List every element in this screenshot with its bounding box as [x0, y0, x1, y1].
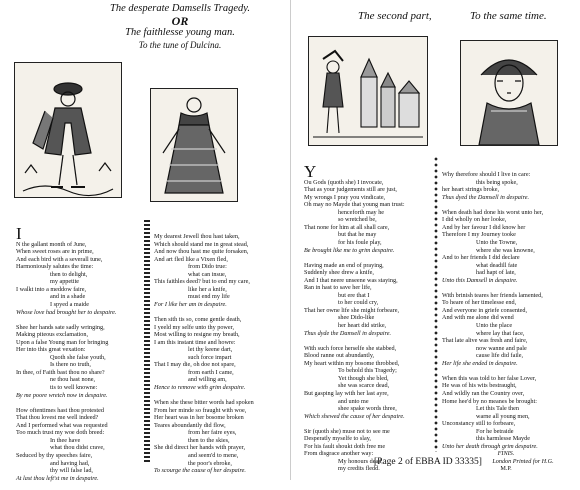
drop-cap-right: Y	[304, 161, 317, 181]
verse-line: Is there no truth,	[50, 361, 91, 369]
lady-illustration	[151, 89, 237, 201]
verse-line: warne all young men,	[476, 412, 530, 420]
verse-line: Quoth she false youth,	[50, 353, 106, 361]
page-gutter	[290, 0, 291, 480]
verse-line	[304, 420, 430, 428]
verse-line: and unto me	[338, 397, 369, 405]
verse-line: That as your judgements still are just,	[304, 186, 397, 194]
verse-line: and seem'd to mene,	[188, 451, 239, 459]
verse-line: When she these bitter words had spoken	[154, 399, 254, 407]
verse-line: Her life she ended in despaire.	[442, 359, 518, 367]
verse-line: her heart strings broke,	[442, 186, 500, 194]
verse-line: what can insue,	[188, 270, 227, 278]
verse-line: my appetite	[50, 278, 80, 286]
verse-line: ne thou hast none,	[50, 376, 96, 384]
verse-line: Harmoniously salutes the time:	[16, 263, 94, 271]
verse-line: cause life did faile,	[476, 352, 524, 360]
verse-line: I am this instant time and howre:	[154, 338, 236, 346]
verse-line: Unto the Towne,	[476, 239, 518, 247]
ballad-title-or: OR	[171, 14, 189, 28]
verse-line: then to the skies,	[188, 436, 230, 444]
verse-line: what thou didst crave,	[50, 444, 105, 452]
verse-line: let thy keene dart,	[188, 346, 233, 354]
verse-line: the poor's ebroke,	[188, 459, 232, 467]
verse-line: From her minde so fraught with woe,	[154, 406, 247, 414]
ballad-subtitle: The faithlesse young man.	[125, 27, 235, 38]
verse-line: My wrongs I pray you vindicate,	[304, 193, 386, 201]
town-figure-illustration	[309, 37, 427, 145]
verse-line: what deadill fate	[476, 261, 518, 269]
verse-line: Be brought like me to grim despaire.	[304, 246, 395, 254]
verse-line: And now thou hast me quite forsaken,	[154, 248, 249, 256]
verse-line: from Dido true:	[188, 263, 227, 271]
verse-line: Seduced by thy speeches faire,	[16, 451, 93, 459]
verse-line: M.P.	[500, 465, 512, 473]
verse-line: Unto this Damsell in despaire.	[442, 276, 518, 284]
woodcut-woman-portrait	[460, 40, 558, 146]
woodcut-lady	[150, 88, 238, 202]
verse-line: That none for him at all shall care,	[304, 223, 390, 231]
verse-line: With brinish teares her friends lamented,	[442, 291, 543, 299]
verse-line: I spyed a maide	[50, 301, 90, 309]
verse-line: shee Dido-like	[338, 314, 375, 322]
verse-line: my credits fledd.	[338, 465, 380, 473]
verse-line: Then sith tis so, come gentle death,	[154, 316, 242, 324]
verse-line: And I that neere unseene was staying,	[304, 276, 398, 284]
verse-line: But gasping lay with her last ayre,	[304, 389, 389, 397]
verse-line: And to her friends I did declare	[442, 254, 520, 262]
verse-line: Having made an end of praying,	[304, 261, 384, 269]
verse-line: And wildly ran the Country over,	[442, 389, 525, 397]
verse-line: Her heart was in her bosome broken	[154, 414, 244, 422]
verse-line: My heart within my bosome throbbed,	[304, 359, 400, 367]
verse-line: For he betraide	[476, 427, 514, 435]
verse-line: When this was told to her false Lover,	[442, 374, 537, 382]
woodcut-town-figure	[308, 36, 428, 146]
verse-line: That her owne life she might forbeare,	[304, 306, 400, 314]
verse-line: where she was knowne,	[476, 246, 535, 254]
ballad-title: The desperate Damsells Tragedy.	[110, 3, 250, 14]
verse-line: like her a knife,	[188, 285, 227, 293]
verse-line: And with me alone did wend	[442, 314, 514, 322]
left-page-verse-col1	[16, 218, 140, 490]
verse-line: In thee, of Faith bast thou no share?	[16, 368, 105, 376]
right-page-verse-col2	[442, 156, 570, 481]
verse-line: where lay that face,	[476, 329, 525, 337]
verse-line: In thee have	[50, 436, 81, 444]
verse-line: For I like her am in despaire.	[154, 301, 227, 309]
ballad-title-block	[80, 3, 280, 51]
second-part-tune: To the same time.	[470, 10, 547, 22]
verse-line	[442, 367, 570, 375]
verse-line: to her could cry,	[338, 299, 379, 307]
verse-line: from earth I came,	[188, 368, 234, 376]
page-footer: [Page 2 of EBBA ID 33335]	[374, 457, 482, 467]
verse-line: Blood ranne out abundantly,	[304, 352, 375, 360]
verse-line: Upon a false Young man for bringing	[16, 338, 109, 346]
verse-line: Thus dyde the Damsell in despaire.	[304, 329, 392, 337]
verse-line: By me poore wretch now in despaire.	[16, 391, 108, 399]
verse-line: Thus dyed the Damsell in despaire.	[442, 193, 530, 201]
verse-line: She did direct her hands with prayer,	[154, 444, 245, 452]
verse-line: Ou Gods (quoth she) I invocate,	[304, 178, 384, 186]
drop-cap-left: I	[16, 223, 22, 243]
verse-line: so wretched be,	[338, 216, 377, 224]
verse-line: from her faire eyes,	[188, 429, 237, 437]
verse-line: My dearest Jewell thou hast taken,	[154, 233, 240, 241]
verse-line: He was of his wits bestraught,	[442, 382, 517, 390]
verse-line	[442, 284, 570, 292]
verse-line	[154, 309, 278, 317]
verse-line: her heart did strike,	[338, 322, 387, 330]
verse-line: That late alive was fresh and faire,	[442, 337, 528, 345]
verse-line: At last thou left'st me in despaire.	[16, 474, 99, 482]
verse-line: Yet though she bled,	[338, 374, 389, 382]
verse-line: such force impart	[188, 353, 232, 361]
chain-border-right	[433, 156, 439, 452]
verse-line: Oh may no Mayde that young man trust:	[304, 201, 405, 209]
verse-line: this being spoke,	[476, 178, 518, 186]
chain-border-left	[144, 220, 150, 462]
verse-line: must end my life	[188, 293, 230, 301]
verse-line: Most willing to resigne my breath,	[154, 331, 240, 339]
verse-line: London Printed for H.G.	[492, 457, 554, 465]
verse-line: Ran in hast to save her life,	[304, 284, 372, 292]
verse-line: this harmlesse Mayde	[476, 435, 530, 443]
verse-line: Therefore I my Journey tooke	[442, 231, 516, 239]
verse-line: Shee her hands sate sadly wringing,	[16, 323, 105, 331]
verse-line: And I performed what was requested	[16, 421, 108, 429]
verse-line: Home hee'd by no meanes be brought:	[442, 397, 537, 405]
verse-line: That I may die, oh doe not spare,	[154, 361, 236, 369]
second-part-title: The second part,	[358, 10, 432, 22]
verse-line: Unto the place	[476, 322, 513, 330]
verse-line: I did wholly on her looke,	[442, 216, 507, 224]
verse-line: FINIS.	[497, 450, 515, 458]
verse-line: but ere that I	[338, 291, 370, 299]
verse-line: Which shewed the cause of her despaire.	[304, 412, 405, 420]
verse-line: N the gallant month of June,	[16, 240, 87, 248]
verse-line	[16, 399, 140, 407]
verse-line: Suddenly shee drew a knife,	[304, 269, 374, 277]
verse-line	[16, 316, 140, 324]
verse-line: And by her favour I did know her	[442, 223, 526, 231]
verse-line	[442, 201, 570, 209]
verse-line: Let this Tale then	[476, 405, 519, 413]
verse-line: Why therefore should I live in care:	[442, 171, 531, 179]
verse-line: I walkt into a meddow faire,	[16, 285, 87, 293]
verse-line: To behold this Tragedy;	[338, 367, 397, 375]
verse-line: now wanne and pale	[476, 344, 527, 352]
verse-line: And each bird with a severall tune,	[16, 255, 103, 263]
verse-line: had hapt of late,	[476, 269, 516, 277]
tune-line: To the tune of Dulcina.	[138, 40, 222, 50]
verse-line: shee spake words three,	[338, 405, 397, 413]
verse-line: And everyone in griefe consented,	[442, 306, 528, 314]
verse-line: My honours dead,	[338, 457, 383, 465]
verse-line: and in a shade	[50, 293, 86, 301]
verse-line: When death had done his worst unto her,	[442, 208, 544, 216]
verse-line: Her into this great vexation:	[16, 346, 86, 354]
verse-line: Whose love had brought her to despaire.	[16, 308, 117, 316]
verse-line: From disgrace another way:	[304, 450, 374, 458]
verse-line: and having had,	[50, 459, 90, 467]
verse-line: but that he may	[338, 231, 377, 239]
woman-portrait-illustration	[461, 41, 557, 145]
verse-line: And art fled like a Vixen fled,	[154, 255, 228, 263]
right-page-verse-col1	[304, 156, 430, 481]
verse-line: When sweet roses are in prime,	[16, 248, 94, 256]
verse-line: henceforth may he	[338, 208, 385, 216]
verse-line: With such force herselfe she stabbed,	[304, 344, 397, 352]
verse-line	[304, 254, 430, 262]
verse-line: then to delight,	[50, 270, 88, 278]
verse-line: To heare of her timelesse end,	[442, 299, 517, 307]
verse-line: This faithles deed? but to end my care,	[154, 278, 250, 286]
verse-line: Unconstancy still to forbeare,	[442, 420, 516, 428]
verse-line: and willing am,	[188, 376, 227, 384]
verse-line: she was scarce dead,	[338, 382, 390, 390]
verse-line: Teares aboundantly did flow,	[154, 421, 226, 429]
verse-line	[154, 392, 278, 400]
verse-line: Hence to remove with grim despaire.	[154, 384, 246, 392]
verse-line: for his foule play,	[338, 239, 382, 247]
verse-line: Unto her death through grim despaire.	[442, 442, 538, 450]
verse-line: Sir (quoth she) muse not to see me	[304, 427, 390, 435]
verse-line: That thou lovest me well indeed?	[16, 414, 99, 422]
verse-line: thy will false lad,	[50, 467, 93, 475]
verse-line: Desperatly myselfe to slay,	[304, 435, 371, 443]
verse-line: Making piteous exclamation,	[16, 331, 88, 339]
verse-line: Too much trust my woe doth breed:	[16, 429, 105, 437]
left-page-verse-col2	[154, 218, 278, 482]
verse-line: I yeeld my selfe unto thy power,	[154, 323, 234, 331]
verse-line: For his fault shoukt doth free me	[304, 442, 386, 450]
gallant-man-illustration	[15, 63, 121, 197]
verse-line: To scourge the cause of her despaire.	[154, 467, 246, 475]
verse-line: Which should stand me in great stead,	[154, 240, 249, 248]
woodcut-gallant-man	[14, 62, 122, 198]
verse-line	[304, 337, 430, 345]
verse-line: How oftentimes hast thou protested	[16, 406, 104, 414]
verse-line: tis to well knowne:	[50, 384, 98, 392]
